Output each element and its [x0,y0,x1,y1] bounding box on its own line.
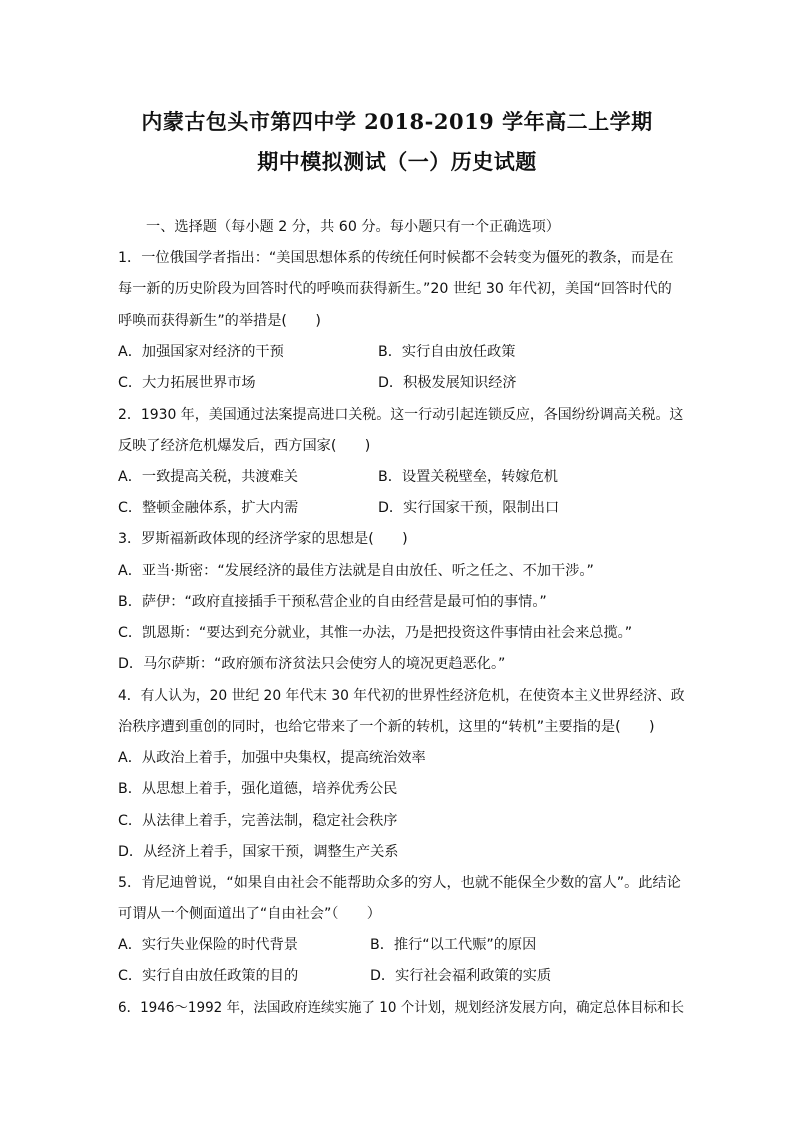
q2-option-c: C．整顿金融体系，扩大内需 [118,500,299,516]
q1-option-b: B．实行自由放任政策 [378,344,516,360]
q5-option-b: B．推行“以工代赈”的原因 [370,937,537,953]
q2-options-row1 [118,467,684,487]
q5-option-c: C．实行自由放任政策的目的 [118,968,299,984]
q4-option-d: D．从经济上着手，国家干预，调整生产关系 [118,844,399,860]
q1-options-row1 [118,342,684,362]
q3-option-d: D．马尔萨斯：“政府颁布济贫法只会使穷人的境况更趋恶化。” [118,656,506,672]
q5-options-row2 [118,966,684,986]
q4-option-c: C．从法律上着手，完善法制，稳定社会秩序 [118,813,398,829]
q4-option-a: A．从政治上着手，加强中央集权，提高统治效率 [118,750,426,766]
q5-stem-line1: 5．肯尼迪曾说，“如果自由社会不能帮助众多的穷人，也就不能保全少数的富人”。此结论 [118,875,681,891]
q1-stem-line1: 1．一位俄国学者指出：“美国思想体系的传统任何时候都不会转变为僵死的教条，而是在 [118,250,674,266]
q2-option-b: B．设置关税壁垒，转嫁危机 [378,469,558,485]
q6-stem-line1: 6．1946～1992 年，法国政府连续实施了 10 个计划，规划经济发展方向，确定总体目标和长 [118,1000,685,1016]
q5-stem-line2: 可谓从一个侧面道出了“自由社会”（ ） [118,906,381,922]
q3-stem-line1: 3．罗斯福新政体现的经济学家的思想是( ) [118,531,408,547]
q3-option-b: B．萨伊：“政府直接插手干预私营企业的自由经营是最可怕的事情。” [118,594,547,610]
q2-option-d: D．实行国家干预，限制出口 [378,500,560,516]
q4-option-b: B．从思想上着手，强化道德，培养优秀公民 [118,781,398,797]
q2-option-a: A．一致提高关税，共渡难关 [118,469,298,485]
q1-options-row2 [118,373,684,393]
q2-stem-line2: 反映了经济危机爆发后，西方国家( ) [118,438,371,454]
q2-stem-line1: 2．1930 年，美国通过法案提高进口关税。这一行动引起连锁反应，各国纷纷调高关税。这 [118,407,684,423]
exam-title-line2: 期中模拟测试（一）历史试题 [257,149,537,174]
q4-stem-line2: 治秩序遭到重创的同时，也给它带来了一个新的转机，这里的“转机”主要指的是( ) [118,719,655,735]
q2-options-row2 [118,498,684,518]
q1-option-d: D．积极发展知识经济 [378,375,517,391]
exam-title-line1: 内蒙古包头市第四中学 2018-2019 学年高二上学期 [141,109,653,134]
q1-option-a: A．加强国家对经济的干预 [118,344,284,360]
q1-stem-line2: 每一新的历史阶段为回答时代的呼唤而获得新生。”20 世纪 30 年代初，美国“回答时代的 [118,281,672,297]
q1-option-c: C．大力拓展世界市场 [118,375,256,391]
q4-stem-line1: 4．有人认为，20 世纪 20 年代末 30 年代初的世界性经济危机，在使资本主义世界经济、政 [118,688,685,704]
q3-option-c: C．凯恩斯：“要达到充分就业，其惟一办法，乃是把投资这件事情由社会来总揽。” [118,625,633,641]
q3-option-a: A．亚当·斯密：“发展经济的最佳方法就是自由放任、听之任之、不加干涉。” [118,563,594,579]
q5-option-a: A．实行失业保险的时代背景 [118,937,298,953]
q5-options-row1 [118,935,684,955]
q1-stem-line3: 呼唤而获得新生”的举措是( ) [118,313,321,329]
section-heading: 一、选择题（每小题 2 分，共 60 分。每小题只有一个正确选项） [146,219,560,235]
q5-option-d: D．实行社会福利政策的实质 [370,968,552,984]
